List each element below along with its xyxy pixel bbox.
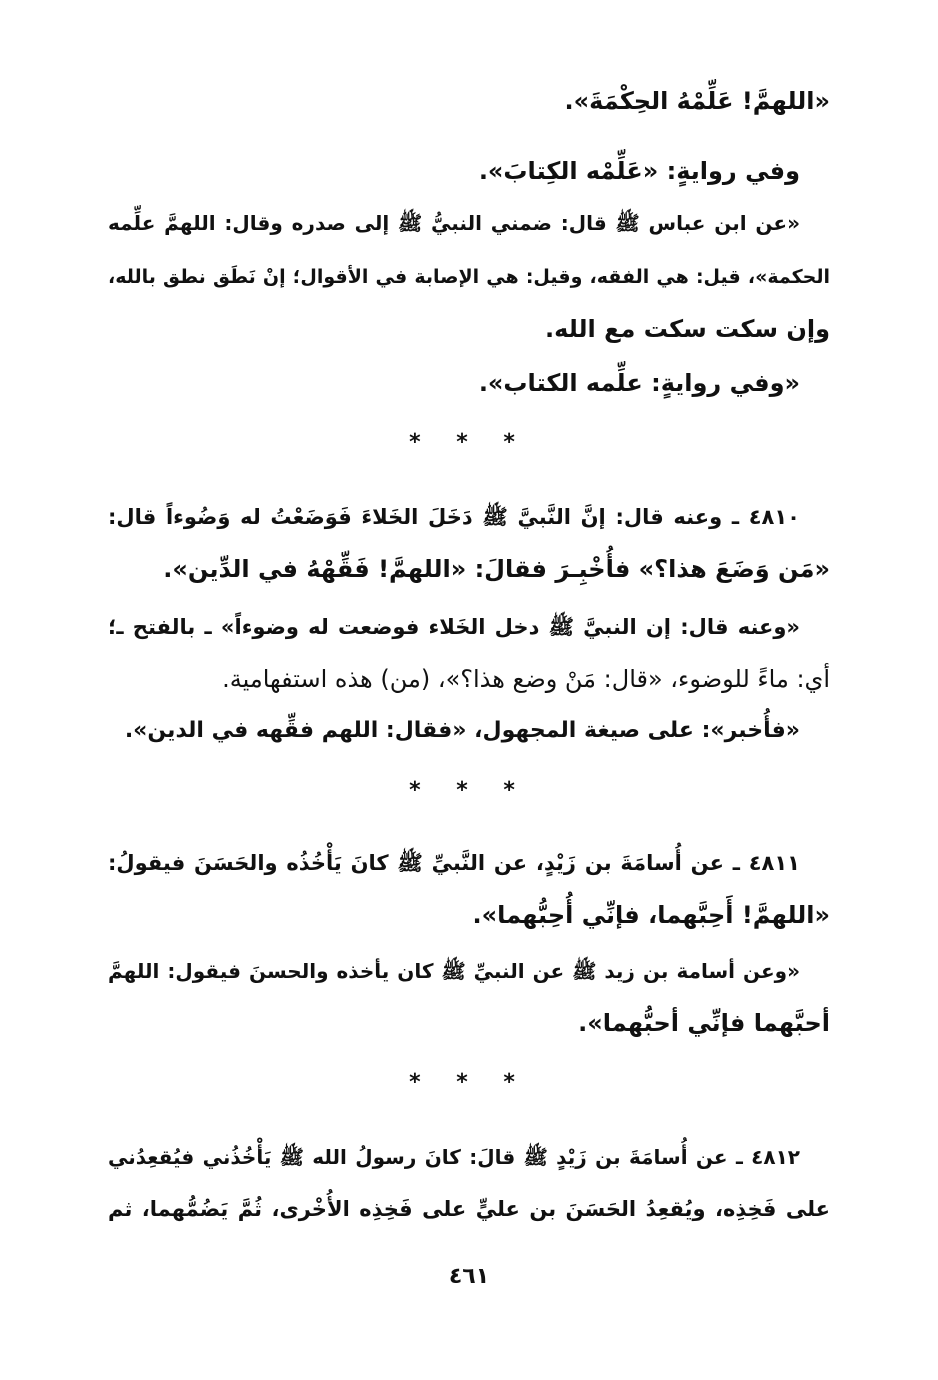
hadith-4811-line-2: «اللهمَّ! أَحِبَّهما، فإنِّي أُحِبُّهما».	[472, 901, 830, 929]
text-line-prayer-wisdom: «اللهمَّ! عَلِّمْهُ الحِكْمَةَ».	[564, 87, 830, 115]
section-separator: * * *	[409, 778, 529, 803]
commentary-4810-line-2: أي: ماءً للوضوء، «قال: مَنْ وضع هذا؟»، (من) هذه استفهامية.	[222, 665, 830, 693]
hadith-4812-line-1: ٤٨١٢ ـ عن أُسامَةَ بن زَيْدٍ ﷺ قالَ: كانَ رسولُ الله ﷺ يَأْخُذُني فيُقعِدُني	[108, 1145, 800, 1169]
hadith-4812-line-2: على فَخِذِه، ويُقعِدُ الحَسَنَ بن عليٍّ على فَخِذِه الأُخْرى، ثُمَّ يَضُمُّهما، ثم	[108, 1197, 830, 1221]
page-number: ٤٦١	[448, 1264, 490, 1289]
commentary-4811-line-2: أحبَّهما فإنِّي أحبُّهما».	[578, 1009, 830, 1037]
hadith-4810-line-1: ٤٨١٠ ـ وعنه قال: إنَّ النَّبيَّ ﷺ دَخَلَ الخَلاءَ فَوَضَعْتُ له وَضُوءاً قال:	[108, 505, 800, 529]
commentary-line-4: «وفي روايةٍ: علِّمه الكتاب».	[478, 369, 800, 397]
commentary-4811-line-1: «وعن أسامة بن زيد ﷺ عن النبيِّ ﷺ كان يأخذه والحسنَ فيقول: اللهمَّ	[108, 959, 800, 983]
commentary-line-2: الحكمة»، قيل: هي الفقه، وقيل: هي الإصابة في الأقوال؛ إنْ نَطَق نطق بالله،	[108, 266, 830, 288]
text-line-variant-book: وفي روايةٍ: «عَلِّمْه الكِتابَ».	[478, 157, 800, 185]
commentary-line-3: وإن سكت سكت مع الله.	[545, 315, 830, 343]
commentary-line-1: «عن ابن عباس ﷺ قال: ضمني النبيُّ ﷺ إلى صدره وقال: اللهمَّ علِّمه	[108, 211, 800, 235]
section-separator: * * *	[409, 1070, 529, 1095]
section-separator: * * *	[409, 430, 529, 455]
hadith-4810-line-2: «مَن وَضَعَ هذا؟» فأُخْبِـرَ فقالَ: «اللهمَّ! فَقِّهْهُ في الدِّين».	[163, 555, 830, 583]
commentary-4810-line-3: «فأُخبر»: على صيغة المجهول، «فقال: اللهم فقِّهه في الدين».	[124, 718, 800, 743]
hadith-4811-line-1: ٤٨١١ ـ عن أُسامَةَ بن زَيْدٍ، عن النَّبيِّ ﷺ كانَ يَأْخُذُه والحَسَنَ فيقولُ:	[108, 851, 800, 875]
commentary-4810-line-1: «وعنه قال: إن النبيَّ ﷺ دخل الخَلاء فوضعت له وضوءاً» ـ بالفتح ـ؛	[108, 615, 800, 639]
